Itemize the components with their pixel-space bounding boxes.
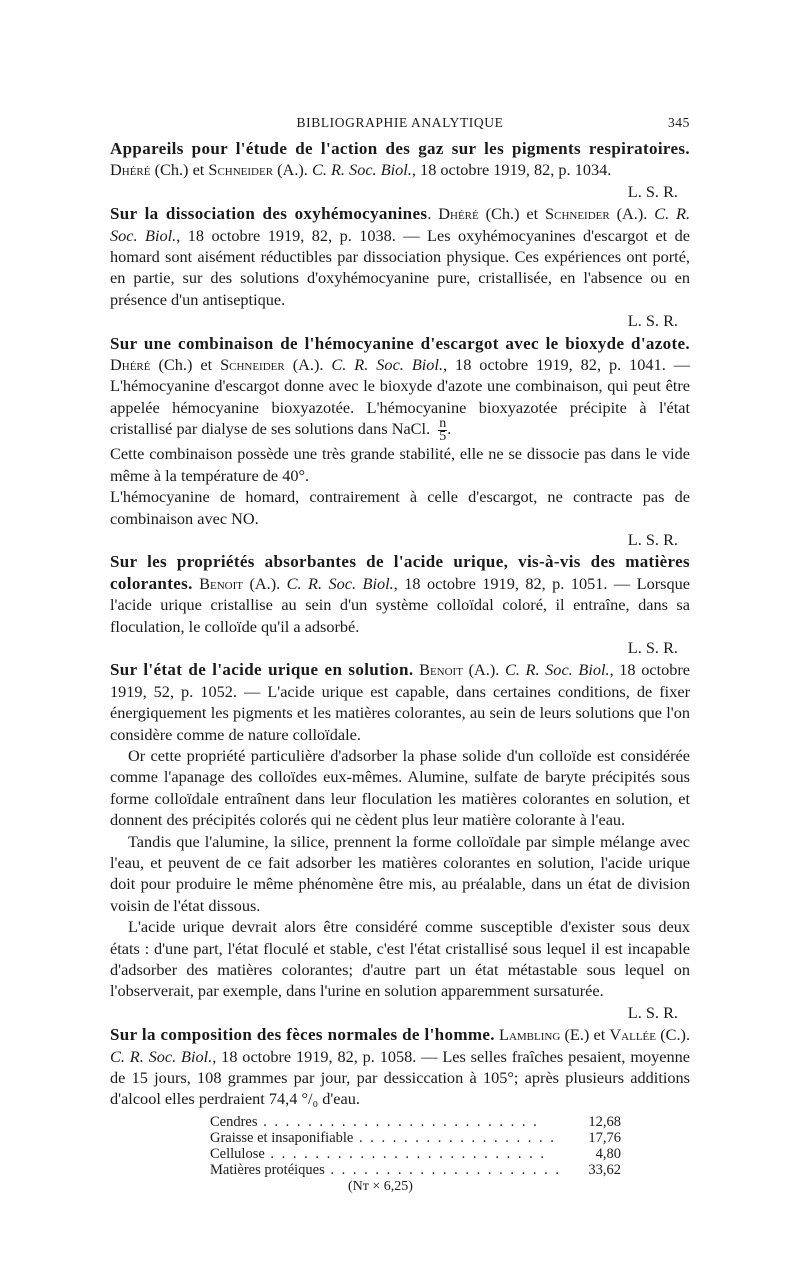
author-initials: (Ch.)	[485, 204, 520, 224]
author-name: Vallée	[609, 1025, 657, 1045]
author-name: Dhéré	[110, 160, 151, 180]
page	[110, 112, 690, 1196]
abstract-paragraph: Tandis que l'alumine, la silice, prennent la forme colloïdale par simple mélange avec l'eau, et peuvent de ce fait adsorber les matières colorantes en solution, l'acide urique doit pour produire le même phénomène être mis, au préalable, dans un état de division voisin de l'état dissous.	[110, 831, 690, 915]
article-title: Appareils pour l'étude de l'action des gaz sur les pigments respiratoires.	[110, 139, 690, 158]
abstract-paragraph: L'hémocyanine de homard, contrairement à celle d'escargot, ne contracte pas de combinaison avec NO.	[110, 487, 690, 528]
journal-name: C. R. Soc. Biol.	[110, 1046, 213, 1066]
journal-reference: , 18 octobre 1919, 52, p. 1052.	[110, 660, 691, 701]
composition-table	[210, 1114, 621, 1178]
author-name: Dhéré	[438, 204, 479, 224]
author-name: Benoit	[199, 573, 244, 593]
reviewer-signature: L. S. R.	[627, 181, 678, 201]
abstract-text: — Les selles fraîches pesaient, moyenne de 15 jours, 108 grammes par jour, par dessiccation à 105°; après plusieurs additions d'alcool elles perdraient 74,4 °/₀ d'eau.	[110, 1046, 691, 1109]
table-row	[210, 1114, 621, 1130]
author-name: Dhéré	[110, 355, 151, 375]
author-name: Lambling	[499, 1025, 561, 1045]
conjunction: et	[192, 160, 205, 180]
article-oxyhemocyanin-dissociation	[110, 203, 690, 331]
conjunction: et	[200, 355, 213, 375]
article-hemocyanin-nitric-oxide	[110, 333, 690, 551]
table-row	[210, 1162, 621, 1178]
dot-leader: . . . . . . . . . . . . . . . . . . . . . . . . .	[257, 1113, 539, 1130]
author-name: Schneider	[545, 204, 610, 224]
abstract-paragraph: Cette combinaison possède une très grande stabilité, elle ne se dissocie pas dans le vide même à la température de 40°.	[110, 444, 690, 485]
article-title: Sur la dissociation des oxyhémocyanines	[110, 204, 428, 224]
row-value: 4,80	[595, 1145, 622, 1162]
reviewer-signature: L. S. R.	[627, 529, 678, 549]
author-initials: (A.).	[468, 660, 500, 680]
running-title: BIBLIOGRAPHIE ANALYTIQUE	[296, 115, 504, 130]
fraction-numerator: n	[439, 416, 447, 432]
article-citation	[110, 1024, 690, 1110]
conjunction: et	[526, 204, 539, 224]
article-uric-acid-absorbent	[110, 551, 690, 658]
abstract-text: — L'acide urique est capable, dans certaines conditions, de fixer énergiquement les pigments et les matières colorantes, au sein de leurs solutions que l'on considère comme de nature colloïdale.	[110, 681, 690, 744]
author-initials: (C.).	[660, 1025, 691, 1045]
author-initials: (A.).	[616, 204, 648, 224]
article-title: Sur l'état de l'acide urique en solution.	[110, 660, 414, 680]
reviewer-signature: L. S. R.	[627, 637, 678, 657]
table-row	[210, 1130, 621, 1146]
article-citation	[110, 659, 690, 745]
row-label: Cellulose	[210, 1145, 265, 1162]
reviewer-signature: L. S. R.	[627, 311, 678, 331]
author-name: Benoit	[419, 660, 463, 680]
article-citation: Sur la dissociation des oxyhémocyanines. Dhéré (Ch.) et Schneider (A.). C. R. Soc. Biol., 18 octobre 1919, 82, p. 1038. — Les oxyhémocyanines d'escargot et de homard sont aisément réductibles par dissociation physique. Ces expériences ont porté, en partie, sur des solutions d'oxyhémocyanine pure, cristallisée, en l'absence ou en présence d'un antiseptique.	[110, 204, 691, 309]
row-value: 12,68	[588, 1113, 622, 1130]
journal-reference: , 18 octobre 1919, 82, p. 1034.	[411, 160, 612, 180]
article-uric-acid-solution	[110, 659, 690, 1023]
row-value: 17,76	[588, 1129, 622, 1146]
running-header	[110, 112, 690, 138]
author-initials: (A.).	[277, 160, 308, 180]
fraction-n-over-5	[438, 418, 447, 443]
abstract-text: — Lorsque l'acide urique cristallise au sein d'un système colloïdal coloré, il entraîne, dans sa floculation, le colloïde qu'il a adsorbé.	[110, 573, 690, 636]
table-row	[210, 1146, 621, 1162]
article-citation	[110, 551, 690, 637]
journal-name: C. R. Soc. Biol.	[331, 355, 444, 375]
journal-reference: , 18 octobre 1919, 82, p. 1041.	[443, 355, 666, 375]
dot-leader: . . . . . . . . . . . . . . . . . . . . . . . . .	[264, 1145, 547, 1162]
article-title: Sur une combinaison de l'hémocyanine d'escargot avec le bioxyde d'azote.	[110, 333, 690, 353]
article-title: Sur les propriétés absorbantes de l'acide urique, vis-à-vis des matières colorantes.	[110, 552, 690, 593]
table-note: (Nᴛ × 6,25)	[348, 1178, 413, 1194]
journal-reference: , 18 octobre 1919, 82, p. 1038.	[176, 225, 396, 245]
abstract-text: — L'hémocyanine d'escargot donne avec le bioxyde d'azote une combinaison, qui peut être appelée hémocyanine bioxyazotée. L'hémocyanine bioxyazotée précipite à l'état cristallisé par dialyse de ses solutions dans NaCl.	[110, 355, 691, 439]
author-initials: (A.).	[292, 355, 324, 375]
author-initials: (E.)	[564, 1025, 590, 1045]
dot-leader: . . . . . . . . . . . . . . . . . .	[353, 1129, 556, 1146]
author-initials: (A.).	[249, 573, 281, 593]
abstract-paragraph: Or cette propriété particulière d'adsorber la phase solide d'un colloïde est considérée comme l'apanage des colloïdes eux-mêmes. Alumine, sulfate de baryte précipités sous forme colloïdale entraînent dans leur floculation les matières colorantes en solution, et donnent des précipités colorés qui ne cèdent plus leur matière colorante à l'eau.	[110, 745, 690, 830]
author-name: Schneider	[208, 160, 274, 180]
fraction-denominator: 5	[439, 429, 447, 445]
journal-name: C. R. Soc. Biol.	[110, 204, 691, 245]
author-name: Schneider	[220, 355, 285, 375]
abstract-paragraph: L'acide urique devrait alors être considéré comme susceptible d'exister sous deux états : d'une part, l'état floculé et stable, c'est l'état cristallisé sous lequel il est incapable d'adsorber des matières colorantes; d'autre part un état métastable sous lequel on l'observerait, par exemple, dans l'urine en solution apparemment sursaturée.	[110, 917, 690, 1001]
article-feces-composition	[110, 1024, 690, 1195]
row-label: Matières protéiques	[210, 1161, 325, 1178]
row-label: Cendres	[210, 1113, 258, 1130]
dot-leader: . . . . . . . . . . . . . . . . . . . . .	[324, 1161, 562, 1178]
journal-reference: , 18 octobre 1919, 82, p. 1051.	[393, 573, 608, 593]
article-title: Sur la composition des fèces normales de l'homme.	[110, 1025, 495, 1045]
abstract-text: — Les oxyhémocyanines d'escargot et de homard sont aisément réductibles par dissociation physique. Ces expériences ont porté, en partie, sur des solutions d'oxyhémocyanine pure, cristallisée, en l'absence ou en présence d'un antiseptique.	[110, 225, 691, 309]
author-initials: (Ch.)	[154, 160, 189, 180]
article-citation	[110, 138, 690, 181]
reviewer-signature: L. S. R.	[627, 1002, 678, 1022]
author-initials: (Ch.)	[158, 355, 193, 375]
journal-name: C. R. Soc. Biol.	[286, 573, 394, 593]
page-number: 345	[667, 115, 690, 130]
journal-name: C. R. Soc. Biol.	[311, 160, 412, 180]
conjunction: et	[593, 1025, 606, 1045]
journal-name: C. R. Soc. Biol.	[504, 660, 610, 680]
journal-reference: , 18 octobre 1919, 82, p. 1058.	[212, 1046, 417, 1066]
row-label: Graisse et insaponifiable	[210, 1129, 354, 1146]
article-citation: Sur une combinaison de l'hémocyanine d'escargot avec le bioxyde d'azote. Dhéré (Ch.) et Schneider (A.). C. R. Soc. Biol., 18 octobre 1919, 82, p. 1041. — L'hémocyanine d'escargot donne avec le bioxyde d'azote une combinaison, qui peut être appelée hémocyanine bioxyazotée. L'hémocyanine bioxyazotée précipite à l'état cristallisé par dialyse de ses solutions dans NaCl. $\frac{n}{5}$ .	[110, 333, 691, 445]
row-value: 33,62	[588, 1161, 622, 1178]
article-gas-apparatus	[110, 138, 690, 202]
